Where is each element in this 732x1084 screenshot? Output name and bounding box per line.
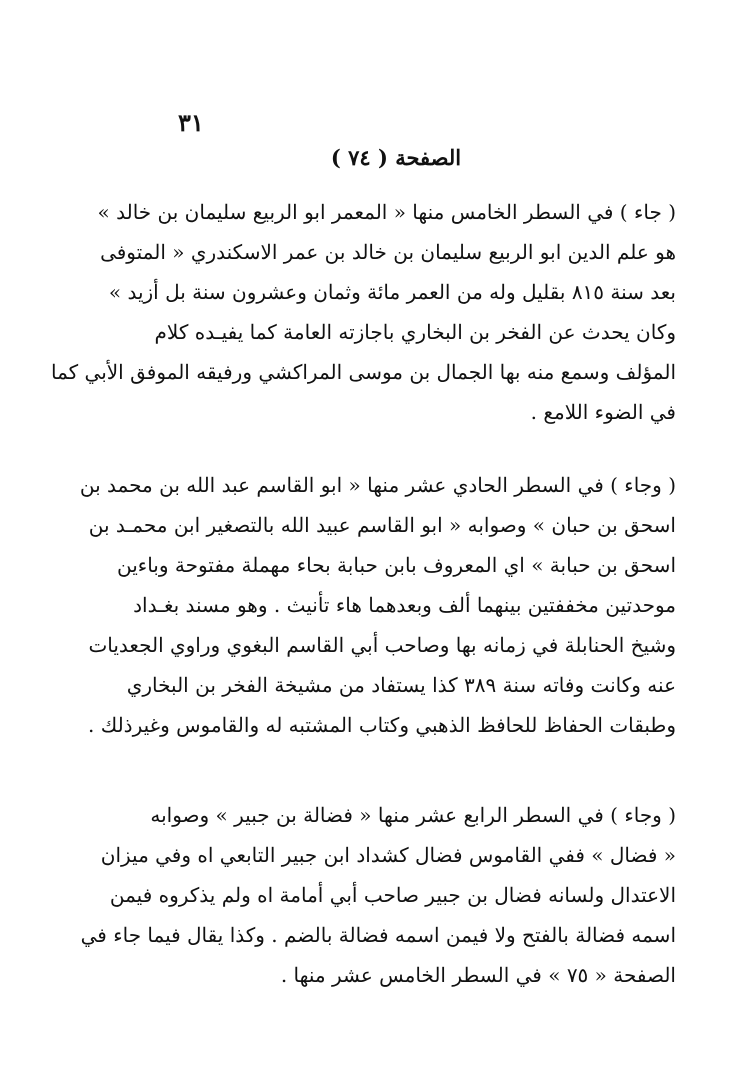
text-line: ( جاء ) في السطر الخامس منها « المعمر ابو الربيع سليمان بن خالد » <box>97 200 676 224</box>
text-line: وطبقات الحفاظ للحافظ الذهبي وكتاب المشتبه له والقاموس وغيرذلك . <box>88 713 676 737</box>
text-line: وشيخ الحنابلة في زمانه بها وصاحب أبي القاسم البغوي وراوي الجعديات <box>88 633 676 657</box>
text-line: موحدتين مخففتين بينهما ألف وبعدهما هاء تأنيث . وهو مسند بغـداد <box>133 593 676 617</box>
paragraph-2 <box>79 465 676 745</box>
text-line: الصفحة « ٧٥ » في السطر الخامس عشر منها . <box>280 963 676 987</box>
text-line: عنه وكانت وفاته سنة ٣٨٩ كذا يستفاد من مشيخة الفخر بن البخاري <box>126 673 676 697</box>
text-line: في الضوء اللامع . <box>530 400 676 424</box>
text-line: هو علم الدين ابو الربيع سليمان بن خالد بن عمر الاسكندري « المتوفى <box>100 240 676 264</box>
text-line: اسمه فضالة بالفتح ولا فيمن اسمه فضالة بالضم . وكذا يقال فيما جاء في <box>80 923 676 947</box>
text-line: ( وجاء ) في السطر الرابع عشر منها « فضالة بن جبير » وصوابه <box>150 803 676 827</box>
text-line: الاعتدال ولسانه فضال بن جبير صاحب أبي أمامة اه ولم يذكروه فيمن <box>109 883 676 907</box>
text-line: اسحق بن حبان » وصوابه « ابو القاسم عبيد الله بالتصغير ابن محمـد بن <box>88 513 676 537</box>
text-line: « فضال » ففي القاموس فضال كشداد ابن جبير التابعي اه وفي ميزان <box>100 843 676 867</box>
paragraph-1 <box>50 192 676 432</box>
page-number: ٣١ <box>178 108 204 137</box>
text-line: اسحق بن حبابة » اي المعروف بابن حبابة بحاء مهملة مفتوحة وباءين <box>117 553 676 577</box>
text-line: بعد سنة ٨١٥ بقليل وله من العمر مائة وثمان وعشرون سنة بل أزيد » <box>108 280 676 304</box>
paragraph-3 <box>80 795 676 995</box>
text-line: وكان يحدث عن الفخر بن البخاري باجازته العامة كما يفيـده كلام <box>154 320 676 344</box>
text-line: المؤلف وسمع منه بها الجمال بن موسى المراكشي ورفيقه الموفق الأبي كما <box>50 360 676 384</box>
section-heading: الصفحة ( ٧٤ ) <box>330 145 462 170</box>
text-line: ( وجاء ) في السطر الحادي عشر منها « ابو القاسم عبد الله بن محمد بن <box>79 473 676 497</box>
